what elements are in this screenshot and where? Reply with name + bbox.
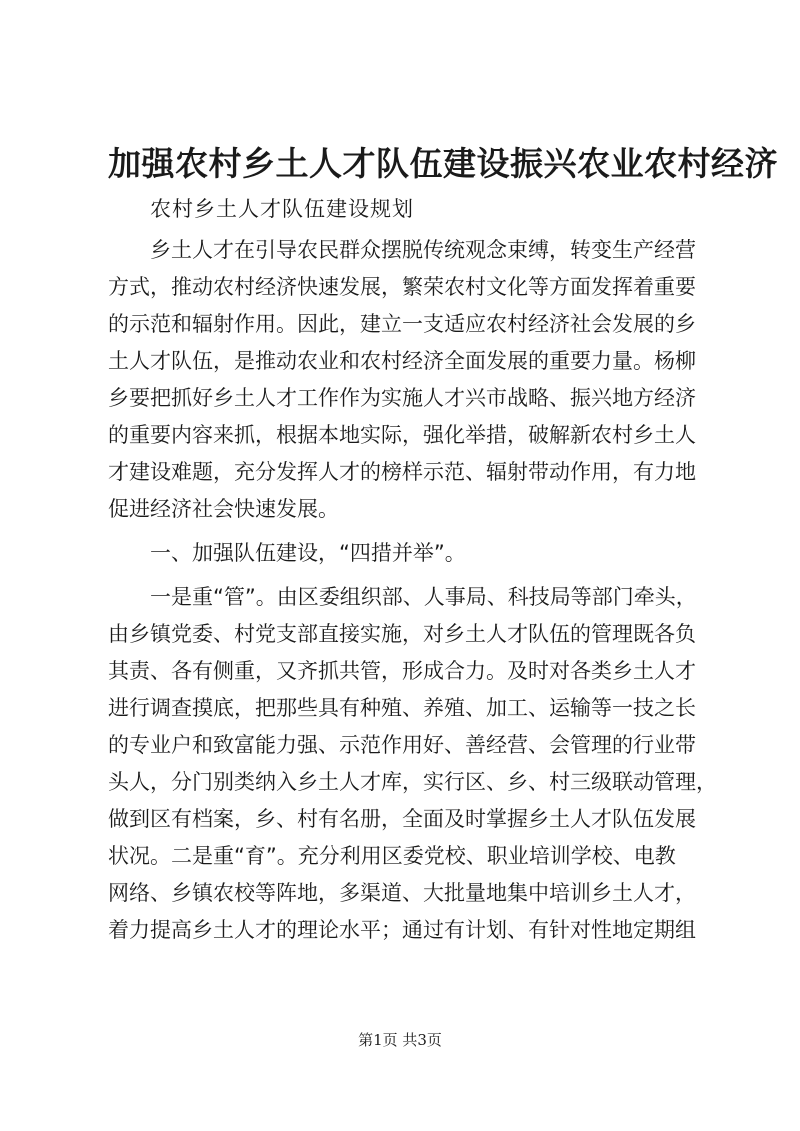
- body-line: 促进经济社会快速发展。: [108, 497, 339, 521]
- body-line: 做到区有档案，乡、村有名册，全面及时掌握乡土人才队伍发展: [108, 807, 696, 831]
- body-line: 土人才队伍，是推动农业和农村经济全面发展的重要力量。杨柳: [108, 349, 696, 373]
- body-line: 乡土人才在引导农民群众摆脱传统观念束缚，转变生产经营: [150, 238, 696, 262]
- body-line: 由乡镇党委、村党支部直接实施，对乡土人才队伍的管理既各负: [108, 622, 696, 646]
- body-line: 其责、各有侧重，又齐抓共管，形成合力。及时对各类乡土人才: [108, 659, 696, 683]
- section-heading: 一、加强队伍建设，“四措并举”。: [150, 541, 466, 565]
- document-subtitle: 农村乡土人才队伍建设规划: [150, 197, 414, 221]
- body-line: 进行调查摸底，把那些具有种殖、养殖、加工、运输等一技之长: [108, 696, 696, 720]
- body-line: 的示范和辐射作用。因此，建立一支适应农村经济社会发展的乡: [108, 312, 696, 336]
- body-line: 一是重“管”。由区委组织部、人事局、科技局等部门牵头，: [150, 585, 697, 609]
- body-line: 状况。二是重“育”。充分利用区委党校、职业培训学校、电教: [108, 844, 676, 868]
- body-line: 头人，分门别类纳入乡土人才库，实行区、乡、村三级联动管理，: [108, 770, 717, 794]
- body-line: 方式，推动农村经济快速发展，繁荣农村文化等方面发挥着重要: [108, 275, 696, 299]
- body-line: 的重要内容来抓，根据本地实际，强化举措，破解新农村乡土人: [108, 423, 696, 447]
- body-line: 的专业户和致富能力强、示范作用好、善经营、会管理的行业带: [108, 733, 696, 757]
- body-line: 才建设难题，充分发挥人才的榜样示范、辐射带动作用，有力地: [108, 460, 696, 484]
- body-line: 着力提高乡土人才的理论水平；通过有计划、有针对性地定期组: [108, 918, 696, 942]
- body-line: 乡要把抓好乡土人才工作作为实施人才兴市战略、振兴地方经济: [108, 386, 696, 410]
- page-footer: 第1页 共3页: [358, 1031, 442, 1049]
- document-title: 加强农村乡土人才队伍建设振兴农业农村经济: [108, 144, 778, 183]
- body-line: 网络、乡镇农校等阵地，多渠道、大批量地集中培训乡土人才，: [108, 881, 696, 905]
